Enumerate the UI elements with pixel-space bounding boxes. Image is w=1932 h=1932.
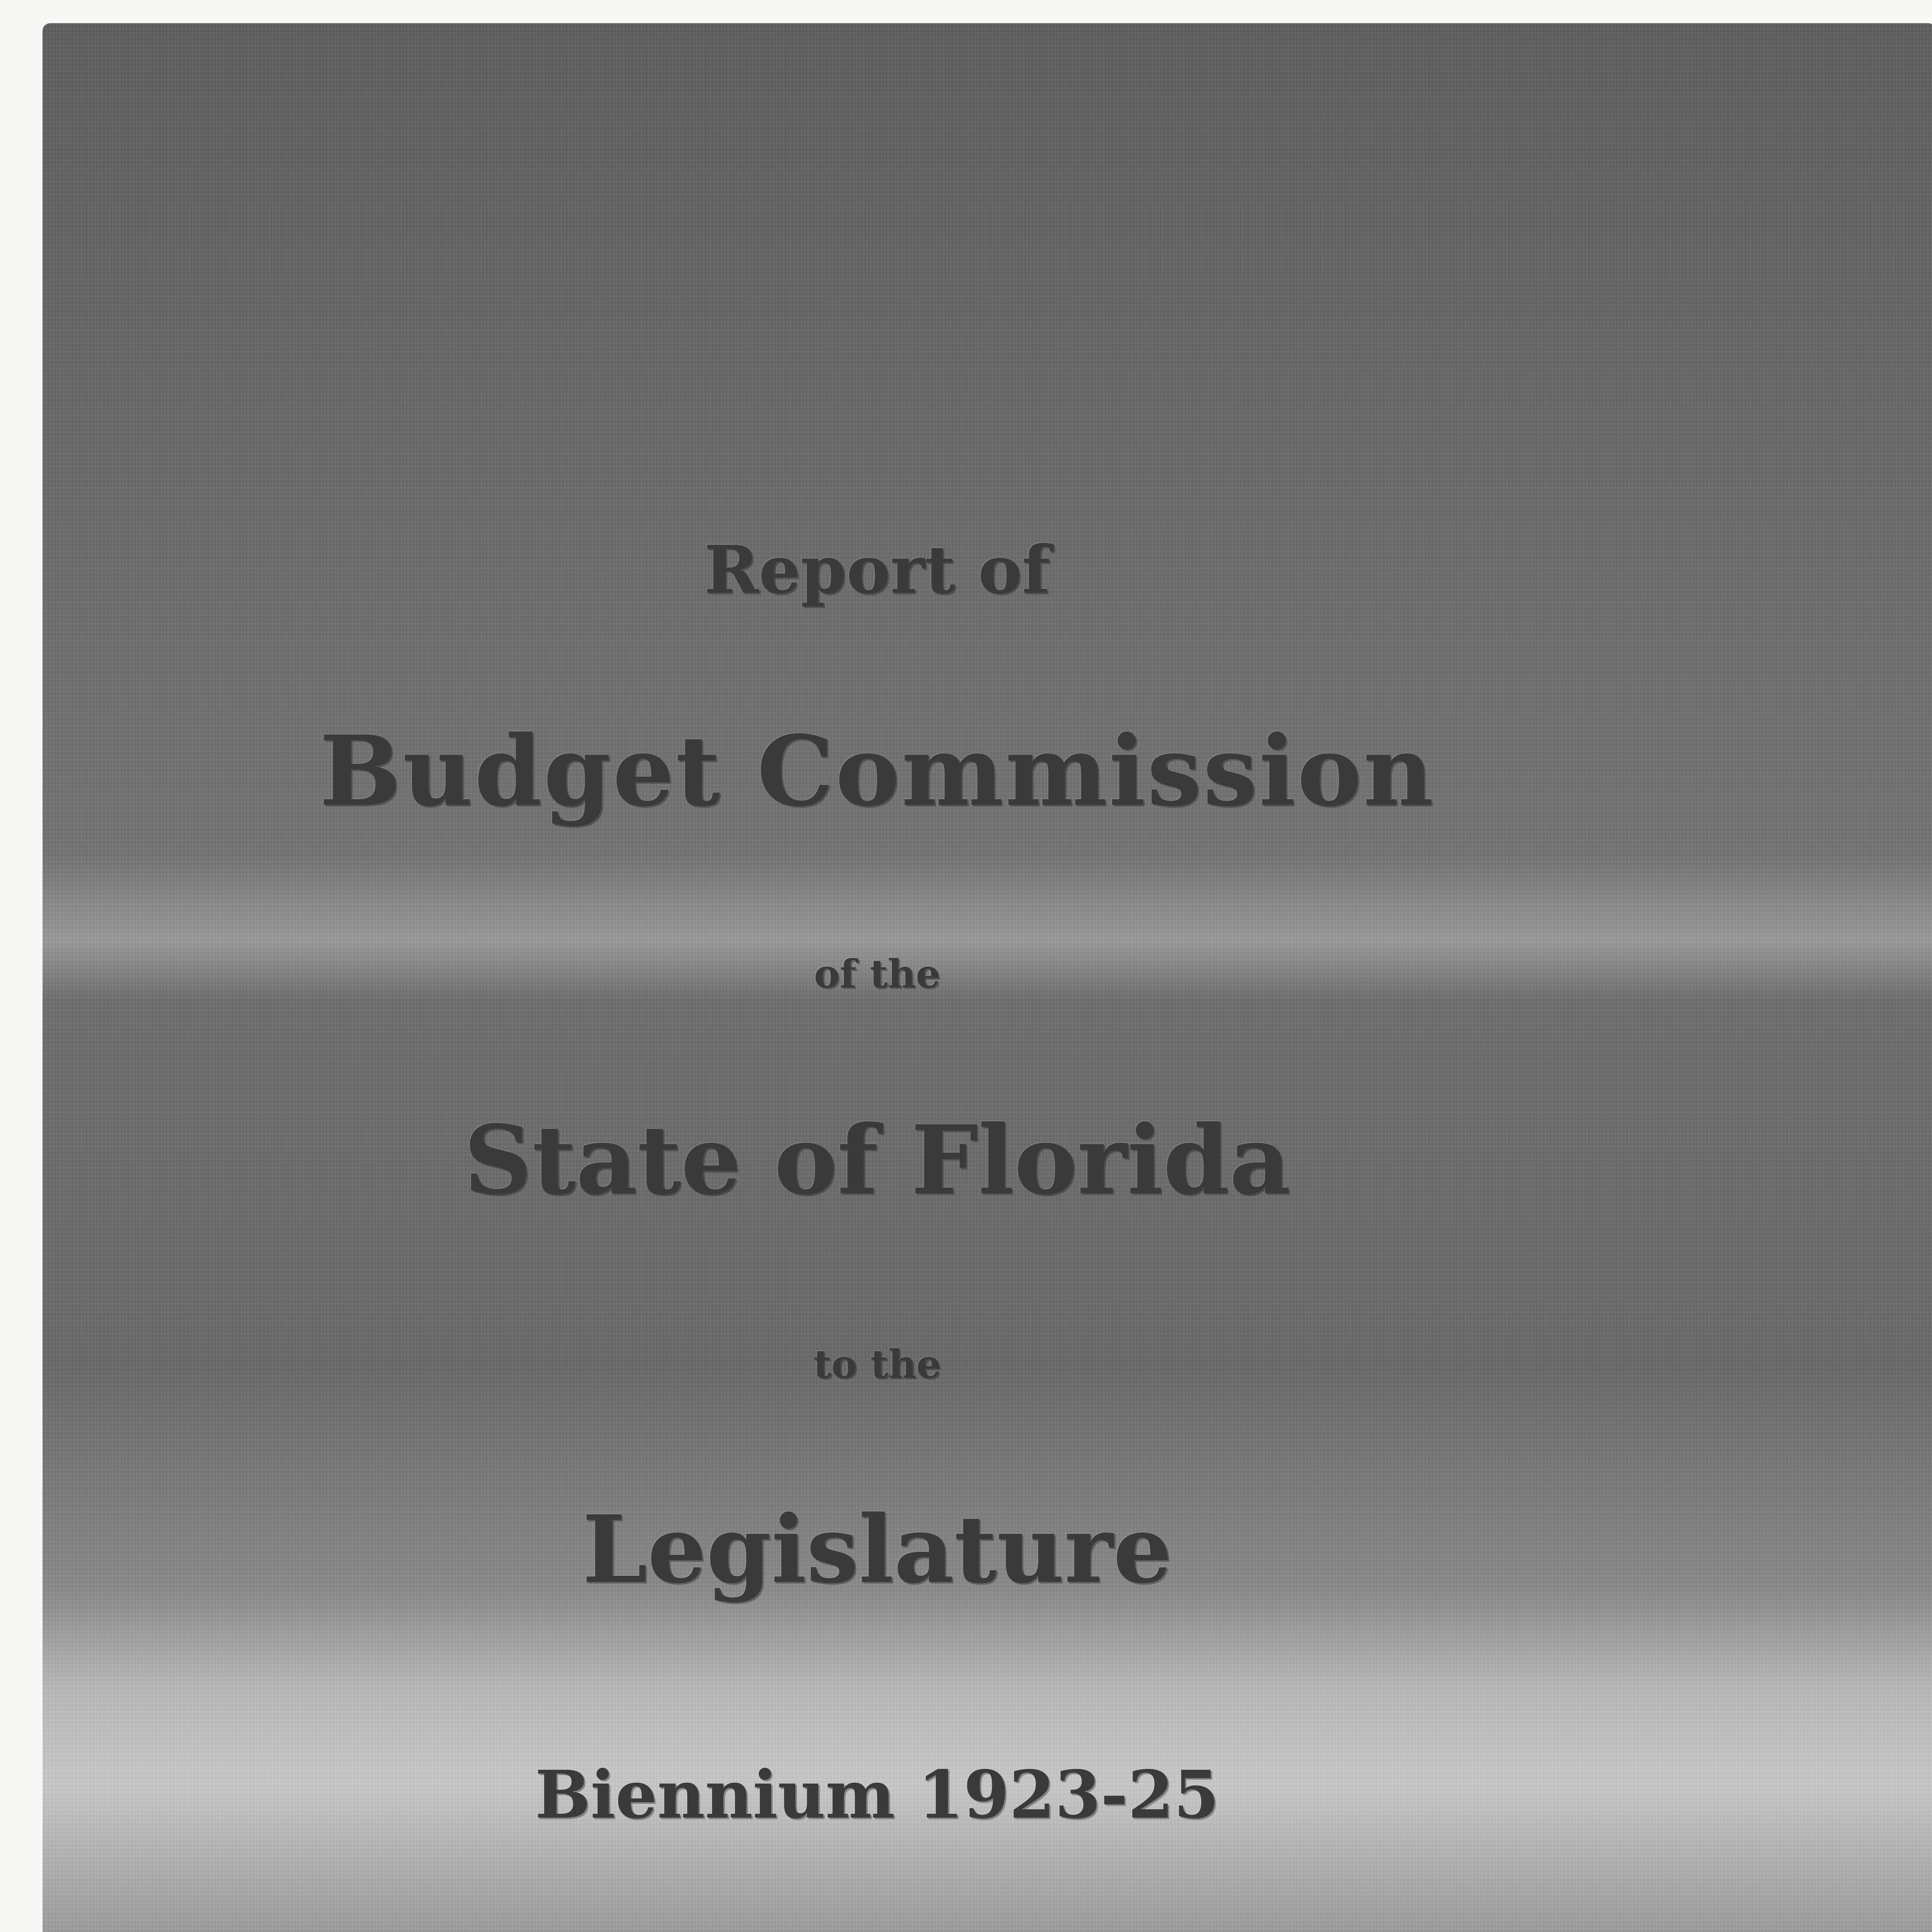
cover-title-legislature: Legislature [582, 1495, 1172, 1604]
cover-line-of-the: of the [814, 951, 940, 997]
cover-title-budget-commission: Budget Commission [319, 714, 1435, 828]
cover-line-to-the: to the [813, 1341, 941, 1387]
cover-line-report-of: Report of [704, 531, 1050, 609]
cover-title-state-of-florida: State of Florida [464, 1104, 1291, 1216]
cover-line-biennium: Biennium 1923-25 [535, 1756, 1219, 1833]
